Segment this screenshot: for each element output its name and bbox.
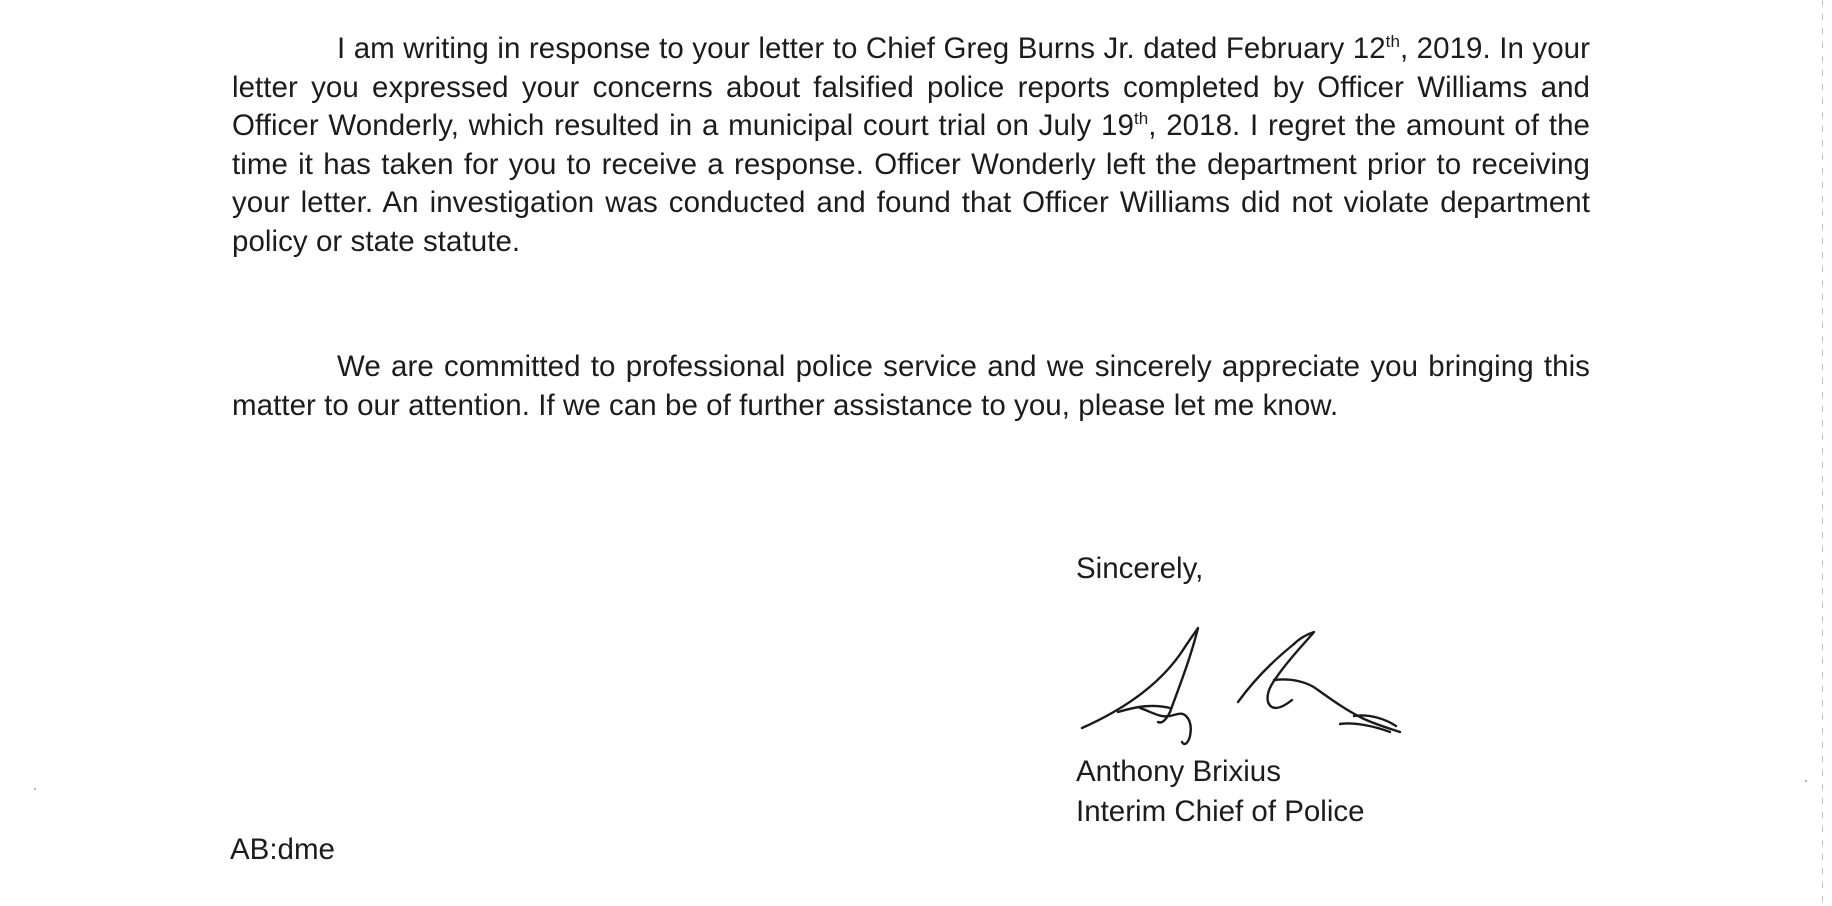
closing-salutation: Sincerely, (1076, 552, 1204, 585)
reference-initials: AB:dme (230, 833, 335, 866)
paragraph-2-text: We are committed to professional police service and we sincerely appreciate you bringing this matter to our attention. If we can be of further assistance to you, please let me know. (232, 350, 1590, 422)
paragraph-1-part-3: , 2018. I regret the amount of the time it has taken for you to receive a response. Officer Wonderly left the department prior to receiving your letter. An investigation was conducted and found that Officer Williams did not violate department policy or state statute. (232, 109, 1590, 258)
paragraph-1-part-2: , 2019. In your letter you expressed your concerns about falsified police reports completed by Officer Williams and Officer Wonderly, which resulted in a municipal court trial on July 19 (232, 32, 1590, 142)
ordinal-suffix-1: th (1385, 32, 1400, 51)
letter-paragraph-2 (232, 348, 1590, 425)
handwritten-signature (1078, 620, 1418, 760)
scan-speck (34, 788, 36, 790)
signature-block (1076, 752, 1365, 832)
scan-edge-line (1822, 0, 1823, 906)
paragraph-1-part-1: I am writing in response to your letter to Chief Greg Burns Jr. dated February 12 (337, 32, 1386, 65)
signer-name: Anthony Brixius (1076, 755, 1281, 788)
letter-paragraph-1 (232, 30, 1590, 261)
scan-speck (1805, 780, 1807, 782)
signer-title: Interim Chief of Police (1076, 795, 1365, 828)
ordinal-suffix-2: th (1133, 109, 1149, 128)
